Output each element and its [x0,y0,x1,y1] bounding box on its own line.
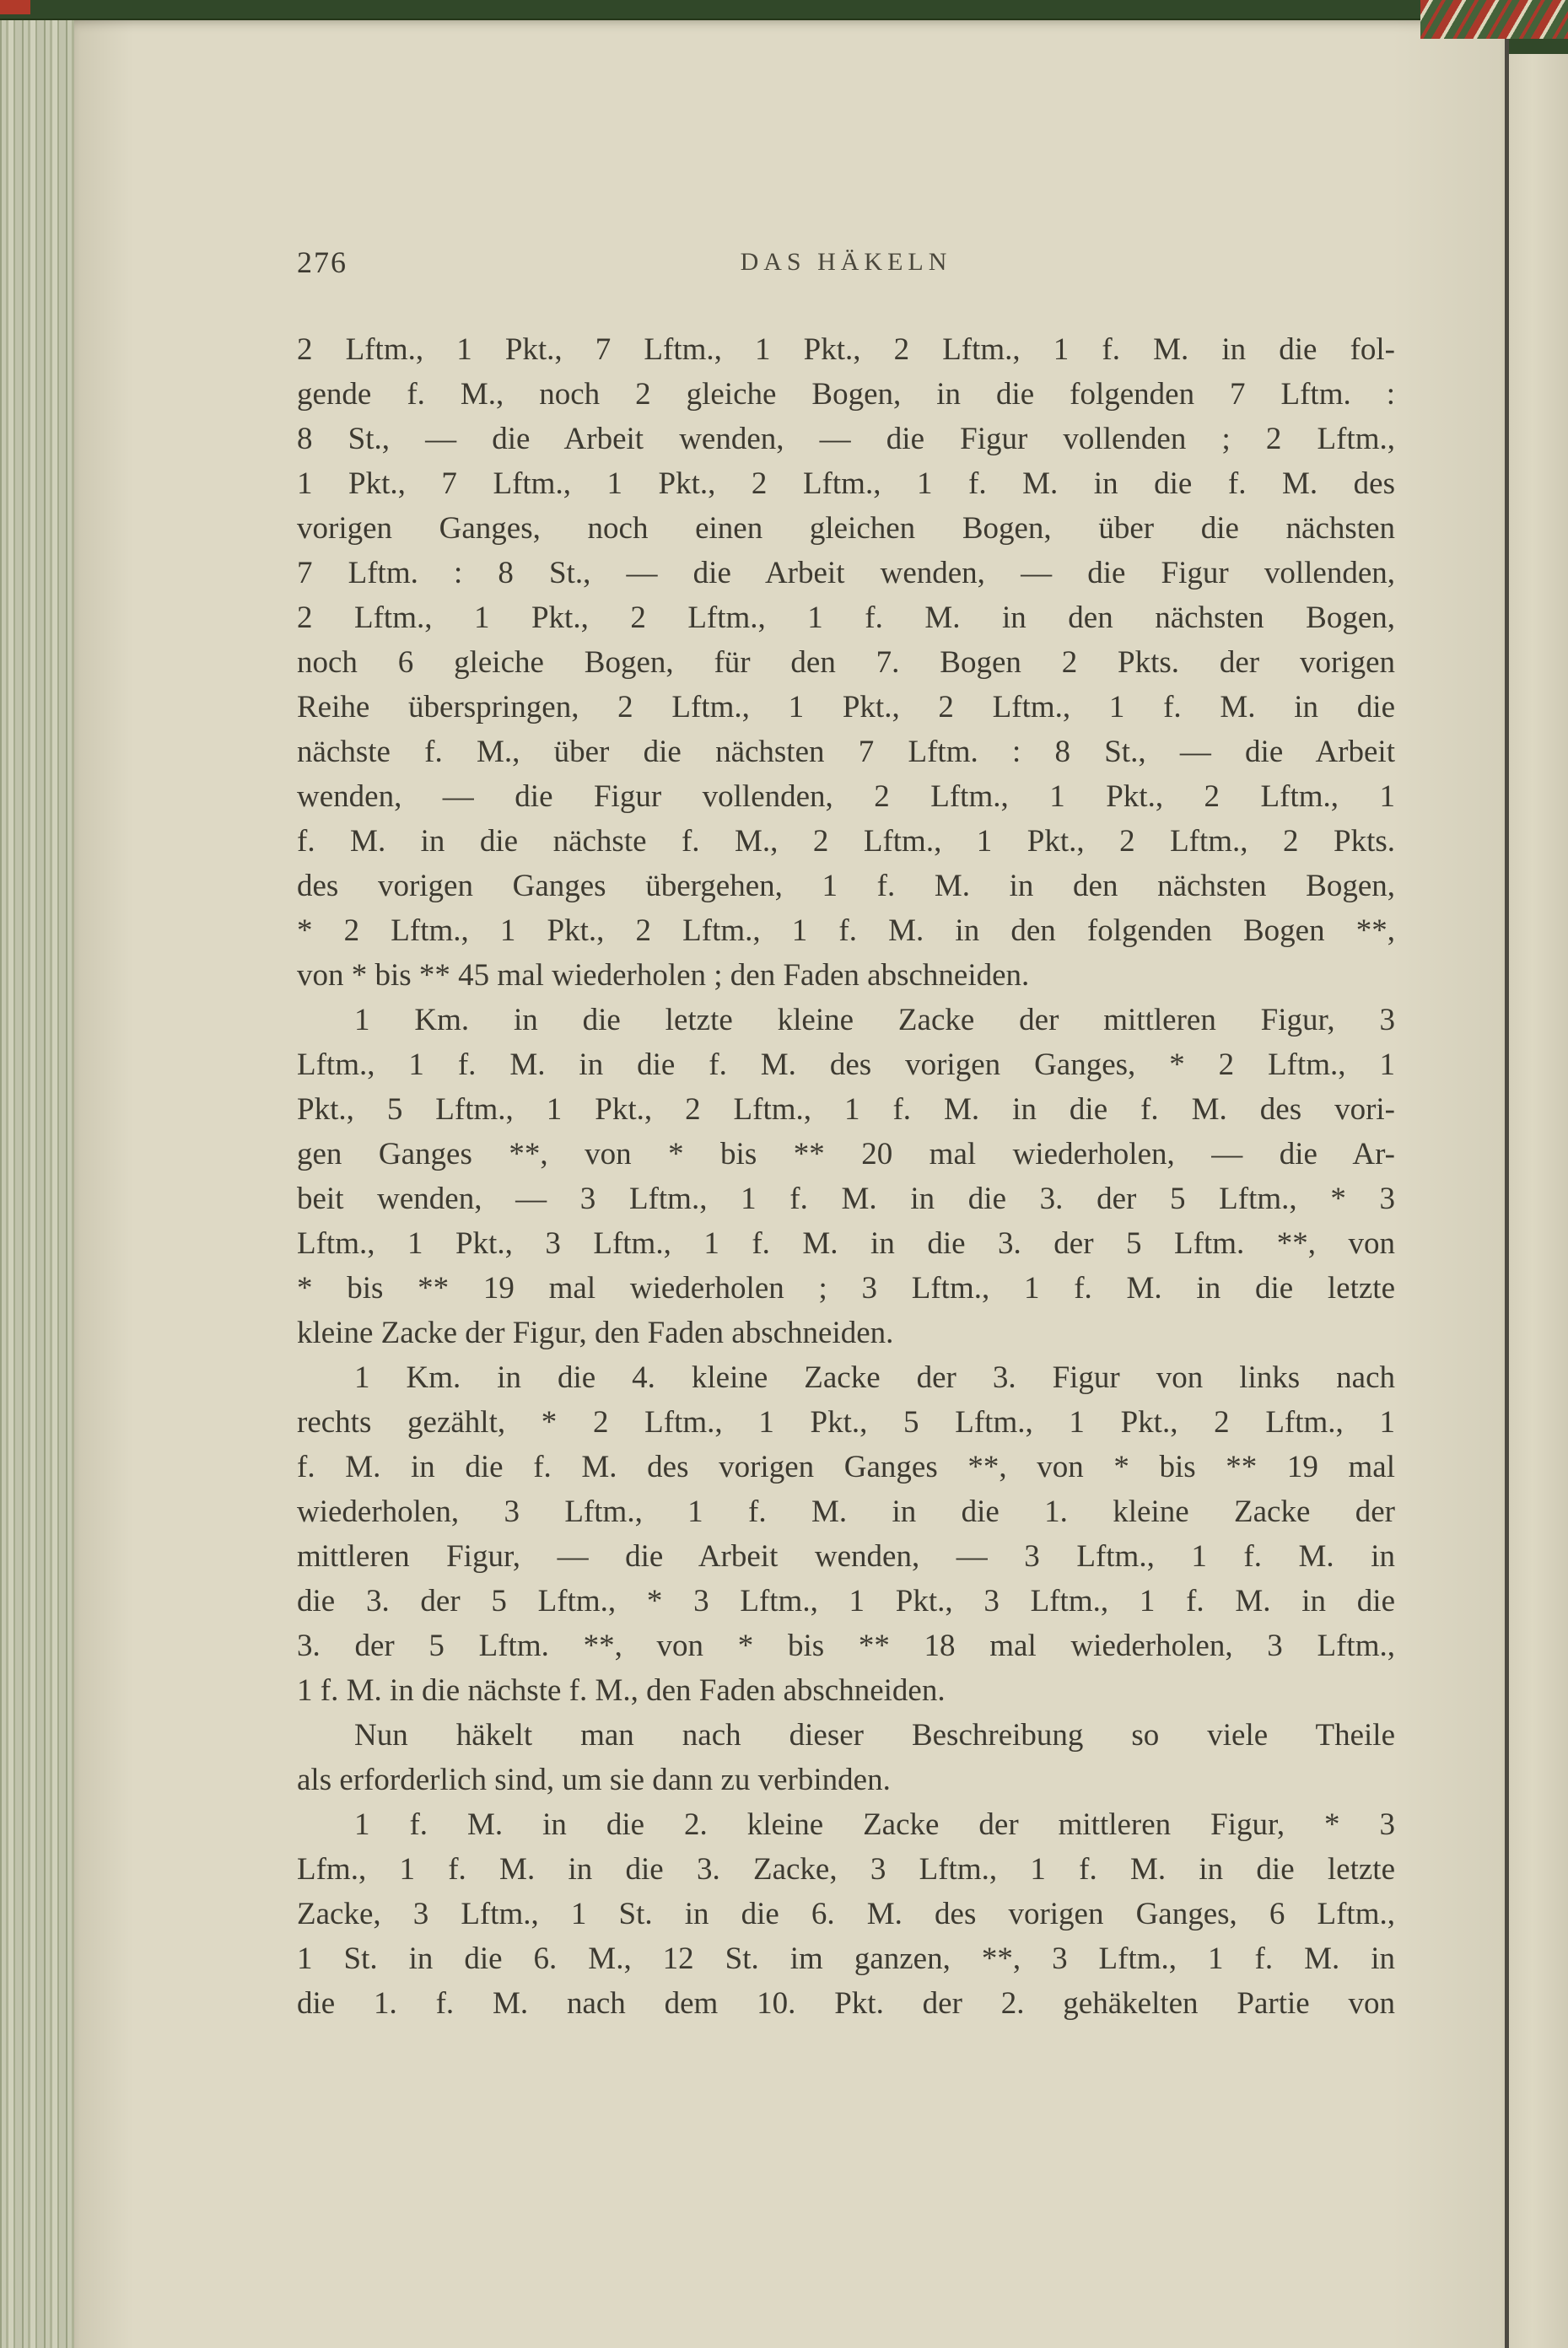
text-line: beit wenden, — 3 Lftm., 1 f. M. in die 3. der 5 Lftm., * 3 [297,1182,1395,1216]
fore-edge [1509,0,1568,2348]
book-cover-top-edge [0,0,1568,20]
text-line: * bis ** 19 mal wiederholen ; 3 Lftm., 1 f. M. in die letzte [297,1271,1395,1306]
text-line: nächste f. M., über die nächsten 7 Lftm. : 8 St., — die Arbeit [297,735,1395,769]
text-line: mittleren Figur, — die Arbeit wenden, — 3 Lftm., 1 f. M. in [297,1539,1395,1574]
text-line: noch 6 gleiche Bogen, für den 7. Bogen 2 Pkts. der vorigen [297,645,1395,680]
page-number: 276 [297,245,348,279]
text-line: Lftm., 1 Pkt., 3 Lftm., 1 f. M. in die 3. der 5 Lftm. **, von [297,1226,1395,1261]
marbled-corner-pattern [1420,0,1568,39]
stacked-page-edges [0,0,74,2348]
text-line: gen Ganges **, von * bis ** 20 mal wiederholen, — die Ar- [297,1137,1395,1171]
text-line: Reihe überspringen, 2 Lftm., 1 Pkt., 2 Lftm., 1 f. M. in die [297,690,1395,724]
text-line: Zacke, 3 Lftm., 1 St. in die 6. M. des vorigen Ganges, 6 Lftm., [297,1897,1395,1931]
text-line: als erforderlich sind, um sie dann zu verbinden. [297,1763,891,1797]
page-header-row [297,245,1395,288]
text-line: von * bis ** 45 mal wiederholen ; den Faden abschneiden. [297,958,1030,993]
text-line: 2 Lftm., 1 Pkt., 2 Lftm., 1 f. M. in den nächsten Bogen, [297,600,1395,635]
text-line: Lfm., 1 f. M. in die 3. Zacke, 3 Lftm., 1 f. M. in die letzte [297,1852,1395,1887]
text-line: f. M. in die f. M. des vorigen Ganges **, von * bis ** 19 mal [297,1450,1395,1484]
text-line: des vorigen Ganges übergehen, 1 f. M. in den nächsten Bogen, [297,869,1395,903]
text-line: rechts gezählt, * 2 Lftm., 1 Pkt., 5 Lftm., 1 Pkt., 2 Lftm., 1 [297,1405,1395,1440]
text-line: vorigen Ganges, noch einen gleichen Bogen, über die nächsten [297,511,1395,546]
text-line: kleine Zacke der Figur, den Faden abschneiden. [297,1316,894,1350]
text-line: wiederholen, 3 Lftm., 1 f. M. in die 1. kleine Zacke der [297,1494,1395,1529]
text-line: 1 St. in die 6. M., 12 St. im ganzen, **, 3 Lftm., 1 f. M. in [297,1941,1395,1976]
text-line: * 2 Lftm., 1 Pkt., 2 Lftm., 1 f. M. in den folgenden Bogen **, [297,913,1395,948]
paper-page [74,20,1506,2348]
text-line: 3. der 5 Lftm. **, von * bis ** 18 mal wiederholen, 3 Lftm., [297,1629,1395,1663]
text-line: 1 Km. in die 4. kleine Zacke der 3. Figur von links nach [354,1360,1395,1395]
text-line: 2 Lftm., 1 Pkt., 7 Lftm., 1 Pkt., 2 Lftm., 1 f. M. in die fol- [297,332,1395,367]
cover-red-corner [0,0,30,14]
text-line: 1 Pkt., 7 Lftm., 1 Pkt., 2 Lftm., 1 f. M. in die f. M. des [297,466,1395,501]
text-line: 7 Lftm. : 8 St., — die Arbeit wenden, — die Figur vollenden, [297,556,1395,590]
text-line: Lftm., 1 f. M. in die f. M. des vorigen Ganges, * 2 Lftm., 1 [297,1047,1395,1082]
text-line: f. M. in die nächste f. M., 2 Lftm., 1 Pkt., 2 Lftm., 2 Pkts. [297,824,1395,859]
text-line: die 1. f. M. nach dem 10. Pkt. der 2. gehäkelten Partie von [297,1986,1395,2021]
text-line: Nun häkelt man nach dieser Beschreibung so viele Theile [354,1718,1395,1753]
text-line: 1 f. M. in die nächste f. M., den Faden abschneiden. [297,1673,946,1708]
running-title: DAS HÄKELN [740,248,952,276]
text-line: 1 f. M. in die 2. kleine Zacke der mittleren Figur, * 3 [354,1807,1395,1842]
text-line: Pkt., 5 Lftm., 1 Pkt., 2 Lftm., 1 f. M. in die f. M. des vori- [297,1092,1395,1127]
text-line: 1 Km. in die letzte kleine Zacke der mittleren Figur, 3 [354,1003,1395,1037]
text-block-body [297,327,1395,2026]
text-line: gende f. M., noch 2 gleiche Bogen, in die folgenden 7 Lftm. : [297,377,1395,412]
text-line: 8 St., — die Arbeit wenden, — die Figur vollenden ; 2 Lftm., [297,422,1395,456]
text-line: wenden, — die Figur vollenden, 2 Lftm., 1 Pkt., 2 Lftm., 1 [297,779,1395,814]
text-line: die 3. der 5 Lftm., * 3 Lftm., 1 Pkt., 3 Lftm., 1 f. M. in die [297,1584,1395,1618]
page-edge-line [1505,0,1509,2348]
